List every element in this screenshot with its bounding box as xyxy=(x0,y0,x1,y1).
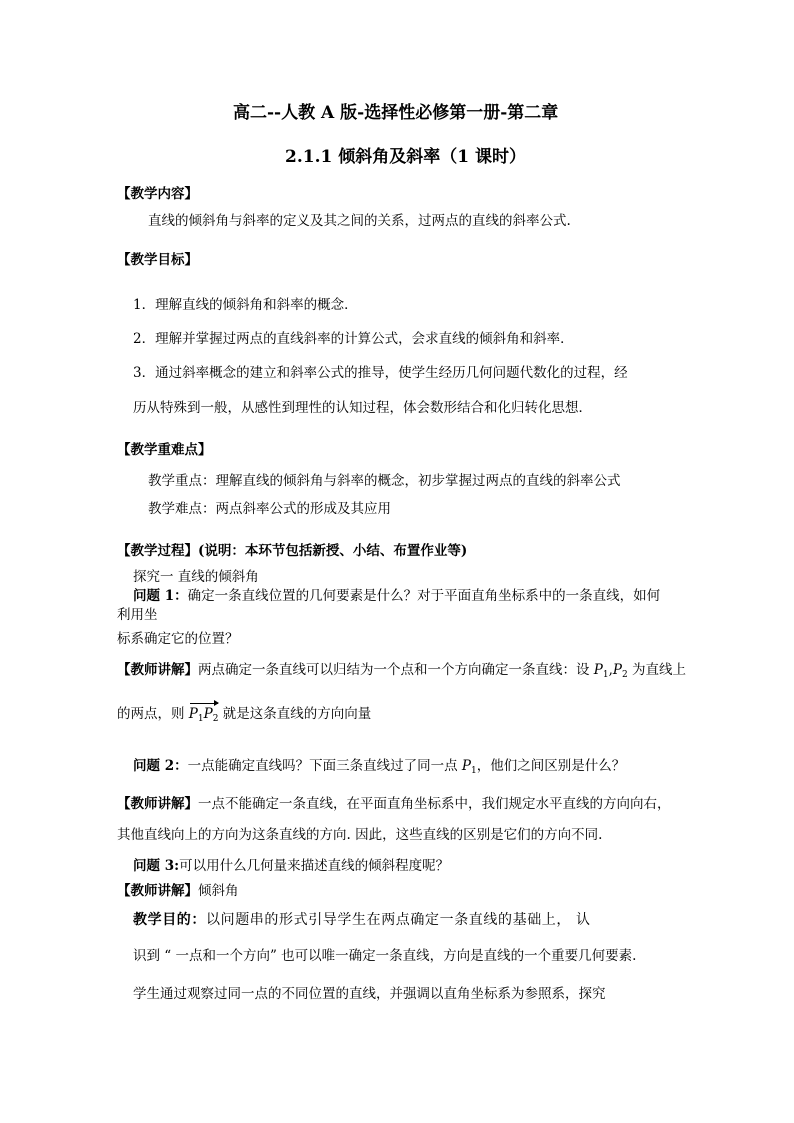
question-2-text-end: ，他们之间区别是什么？ xyxy=(476,758,626,774)
section-heading-keypoints: 【教学重难点】 xyxy=(117,442,212,458)
lecture-1-text: 两点确定一条直线可以归结为一个点和一个方向确定一条直线：设 xyxy=(198,662,594,678)
lecture-3-line xyxy=(117,882,239,900)
lecture-1-line2-text: 的两点，则 xyxy=(117,706,189,722)
lecture-label: 【教师讲解】 xyxy=(117,883,198,899)
lecture-2-line2: 其他直线向上的方向为这条直线的方向. 因此，这些直线的区别是它们的方向不同. xyxy=(117,827,603,843)
purpose-text: 以问题串的形式引导学生在两点确定一条直线的基础上， 认 xyxy=(206,912,591,928)
explore-heading: 探究一 直线的倾斜角 xyxy=(133,569,259,585)
question-2-line xyxy=(133,757,625,780)
question-1-line2: 利用坐 xyxy=(117,607,158,623)
lecture-2-text: 一点不能确定一条直线，在平面直角坐标系中，我们规定水平直线的方向向右， xyxy=(198,796,671,812)
section-heading-content: 【教学内容】 xyxy=(117,186,198,202)
question-1-line1 xyxy=(133,587,660,605)
point-p1: P xyxy=(461,758,471,774)
question-2-label: 问题 2： xyxy=(133,758,188,774)
point-p2-subscript: 2 xyxy=(622,670,628,680)
point-p1: P xyxy=(593,662,603,678)
section-heading-process: 【教学过程】(说明：本环节包括新授、小结、布置作业等) xyxy=(117,543,468,559)
question-1-text: 确定一条直线位置的几何要素是什么？对于平面直角坐标系中的一条直线，如何 xyxy=(187,588,661,604)
lecture-3-text: 倾斜角 xyxy=(198,883,239,899)
lesson-title: 2.1.1 倾斜角及斜率（1 课时） xyxy=(285,147,526,167)
lecture-1-text-end: 为直线上 xyxy=(627,662,687,678)
question-2-text: 一点能确定直线吗？下面三条直线过了同一点 xyxy=(187,758,462,774)
question-3-text: 可以用什么几何量来描述直线的倾斜程度呢？ xyxy=(179,858,450,874)
purpose-line1 xyxy=(133,911,591,929)
goal-item-3-line2: 历从特殊到一般，从感性到理性的认知过程，体会数形结合和化归转化思想． xyxy=(133,400,592,416)
lecture-label: 【教师讲解】 xyxy=(117,796,198,812)
point-p1-subscript: 1 xyxy=(602,670,609,680)
content-text: 直线的倾斜角与斜率的定义及其之间的关系，过两点的直线的斜率公式. xyxy=(148,213,571,229)
document-title: 高二--人教 A 版-选择性必修第一册-第二章 xyxy=(233,103,559,123)
goal-item-1: 1．理解直线的倾斜角和斜率的概念． xyxy=(133,297,358,313)
comma: , xyxy=(608,662,613,678)
question-3-label: 问题 3: xyxy=(133,858,180,874)
vector-p1p2: $P_1P_2$ xyxy=(189,705,219,728)
key-point-text: 教学重点：理解直线的倾斜角与斜率的概念，初步掌握过两点的直线的斜率公式 xyxy=(148,473,621,489)
lecture-1-line1 xyxy=(117,661,686,684)
question-1-line3: 标系确定它的位置？ xyxy=(117,631,239,647)
lecture-label: 【教师讲解】 xyxy=(117,662,198,678)
point-p1-subscript: 1 xyxy=(470,766,477,776)
question-1-label: 问题 1： xyxy=(133,588,188,604)
purpose-line2: 识到 “ 一点和一个方向” 也可以唯一确定一条直线，方向是直线的一个重要几何要素. xyxy=(133,948,637,964)
section-heading-goals: 【教学目标】 xyxy=(117,252,198,268)
lecture-2-line1 xyxy=(117,795,671,813)
goal-item-3-line1: 3．通过斜率概念的建立和斜率公式的推导，使学生经历几何问题代数化的过程，经 xyxy=(133,365,628,381)
purpose-line3: 学生通过观察过同一点的不同位置的直线，并强调以直角坐标系为参照系，探究 xyxy=(133,986,606,1002)
goal-item-2: 2．理解并掌握过两点的直线斜率的计算公式，会求直线的倾斜角和斜率． xyxy=(133,331,574,347)
purpose-label: 教学目的： xyxy=(133,912,206,928)
point-p2: P xyxy=(612,662,623,678)
difficult-point-text: 教学难点：两点斜率公式的形成及其应用 xyxy=(148,501,391,517)
question-3-line xyxy=(133,857,449,875)
lecture-1-line2-end: 就是这条直线的方向向量 xyxy=(218,706,372,722)
lecture-1-line2 xyxy=(117,705,371,728)
